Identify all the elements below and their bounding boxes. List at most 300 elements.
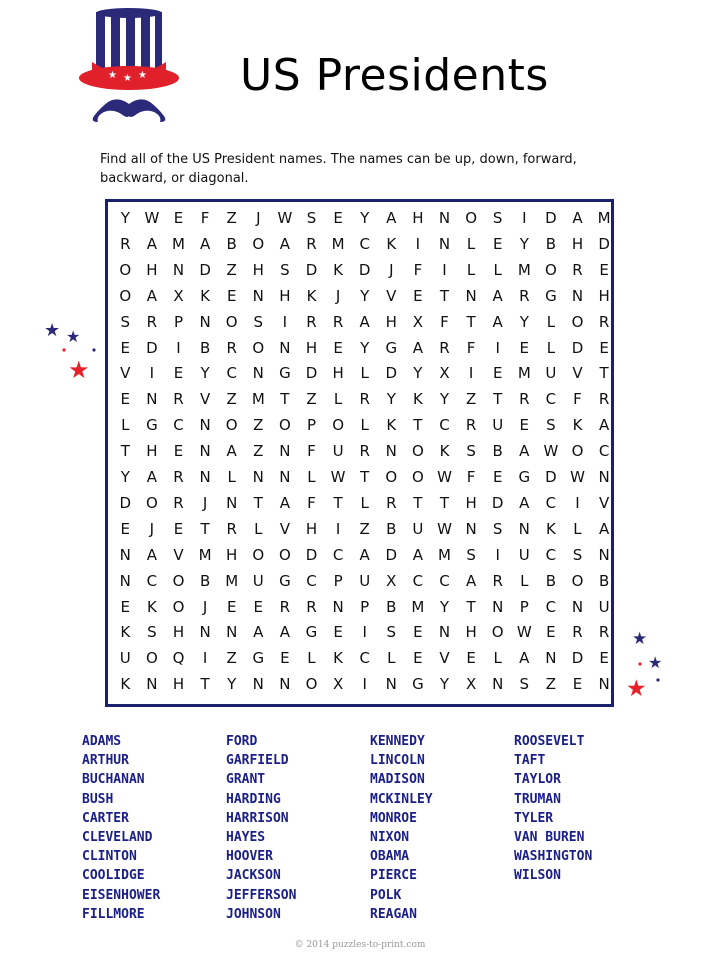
grid-letter[interactable]: F (440, 312, 449, 331)
grid-letter[interactable]: Y (519, 312, 529, 331)
grid-letter[interactable]: D (385, 364, 398, 383)
grid-letter[interactable]: E (413, 649, 423, 668)
grid-letter[interactable]: O (544, 260, 557, 279)
grid-letter[interactable]: Y (413, 364, 423, 383)
grid-letter[interactable]: B (545, 571, 557, 590)
grid-letter[interactable]: Z (545, 675, 557, 694)
grid-letter[interactable]: N (385, 442, 397, 461)
grid-letter[interactable]: B (386, 597, 397, 616)
grid-letter[interactable]: I (362, 623, 367, 642)
grid-letter[interactable]: Y (360, 338, 370, 357)
grid-letter[interactable]: E (492, 364, 503, 383)
grid-letter[interactable]: L (360, 493, 369, 512)
grid-letter[interactable]: M (172, 234, 185, 253)
grid-letter[interactable]: R (306, 312, 317, 331)
grid-letter[interactable]: X (465, 675, 477, 694)
grid-letter[interactable]: R (359, 442, 370, 461)
grid-letter[interactable]: E (333, 209, 343, 227)
grid-letter[interactable]: P (306, 416, 316, 435)
grid-letter[interactable]: H (226, 545, 238, 564)
grid-letter[interactable]: O (278, 416, 291, 435)
grid-letter[interactable]: U (518, 545, 530, 564)
grid-letter[interactable]: E (253, 597, 264, 616)
grid-letter[interactable]: N (465, 286, 477, 305)
grid-letter[interactable]: N (252, 468, 264, 486)
grid-letter[interactable]: N (252, 286, 264, 305)
grid-letter[interactable]: A (279, 493, 291, 512)
grid-letter[interactable]: S (253, 312, 264, 331)
grid-letter[interactable]: C (359, 649, 370, 668)
grid-letter[interactable]: Y (439, 390, 450, 409)
grid-letter[interactable]: G (279, 364, 291, 383)
grid-letter[interactable]: O (119, 286, 132, 305)
grid-letter[interactable]: A (598, 519, 610, 538)
grid-letter[interactable]: M (225, 571, 239, 590)
grid-letter[interactable]: I (149, 364, 155, 383)
grid-letter[interactable]: N (146, 390, 158, 409)
grid-letter[interactable]: C (598, 442, 610, 461)
grid-letter[interactable]: O (332, 416, 344, 435)
grid-letter[interactable]: N (279, 675, 291, 694)
grid-letter[interactable]: D (491, 493, 504, 512)
grid-letter[interactable]: M (198, 545, 212, 564)
grid-letter[interactable]: W (570, 468, 585, 486)
grid-letter[interactable]: P (333, 571, 343, 590)
grid-letter[interactable]: F (307, 442, 316, 461)
grid-letter[interactable]: W (437, 468, 452, 486)
grid-letter[interactable]: U (332, 442, 344, 461)
grid-letter[interactable]: C (545, 493, 557, 512)
grid-letter[interactable]: C (412, 571, 424, 590)
grid-letter[interactable]: B (199, 571, 211, 590)
grid-letter[interactable]: M (517, 364, 531, 383)
grid-letter[interactable]: D (571, 649, 584, 668)
grid-letter[interactable]: B (492, 442, 503, 461)
grid-letter[interactable]: D (199, 260, 211, 279)
grid-letter[interactable]: R (519, 390, 530, 409)
grid-letter[interactable]: H (465, 623, 477, 642)
grid-letter[interactable]: O (305, 675, 318, 694)
grid-letter[interactable]: A (492, 312, 503, 331)
grid-letter[interactable]: L (546, 312, 556, 331)
grid-letter[interactable]: F (466, 338, 476, 357)
grid-letter[interactable]: N (571, 597, 584, 616)
grid-letter[interactable]: A (598, 416, 610, 435)
grid-letter[interactable]: A (386, 209, 397, 227)
grid-letter[interactable]: W (437, 519, 452, 538)
grid-letter[interactable]: O (465, 209, 477, 227)
grid-letter[interactable]: A (253, 623, 264, 642)
grid-letter[interactable]: N (385, 675, 397, 694)
grid-letter[interactable]: W (330, 468, 346, 486)
grid-letter[interactable]: Z (359, 519, 370, 538)
grid-letter[interactable]: T (120, 442, 130, 461)
grid-letter[interactable]: E (492, 234, 503, 253)
grid-letter[interactable]: I (442, 260, 447, 279)
grid-letter[interactable]: W (277, 209, 293, 227)
grid-letter[interactable]: A (279, 234, 291, 253)
grid-letter[interactable]: A (412, 338, 424, 357)
grid-letter[interactable]: K (146, 597, 157, 616)
grid-letter[interactable]: R (598, 390, 610, 409)
grid-letter[interactable]: N (279, 468, 291, 486)
grid-letter[interactable]: B (199, 338, 211, 357)
grid-letter[interactable]: L (360, 364, 369, 383)
grid-letter[interactable]: E (173, 442, 184, 461)
grid-letter[interactable]: N (438, 209, 451, 227)
grid-letter[interactable]: D (146, 338, 158, 357)
grid-letter[interactable]: A (465, 571, 477, 590)
grid-letter[interactable]: O (119, 260, 132, 279)
grid-letter[interactable]: O (491, 623, 504, 642)
grid-letter[interactable]: L (493, 260, 502, 279)
grid-letter[interactable]: R (572, 260, 583, 279)
grid-letter[interactable]: O (571, 571, 584, 590)
grid-letter[interactable]: I (202, 649, 208, 668)
grid-letter[interactable]: B (598, 571, 610, 590)
grid-letter[interactable]: N (598, 675, 610, 694)
grid-letter[interactable]: H (385, 312, 397, 331)
grid-letter[interactable]: O (385, 468, 398, 486)
grid-letter[interactable]: X (439, 364, 450, 383)
grid-letter[interactable]: O (411, 468, 424, 486)
grid-letter[interactable]: E (173, 364, 184, 383)
grid-letter[interactable]: N (492, 597, 504, 616)
grid-letter[interactable]: E (413, 286, 423, 305)
grid-letter[interactable]: H (172, 623, 185, 642)
grid-letter[interactable]: A (519, 493, 530, 512)
grid-letter[interactable]: U (359, 571, 371, 590)
grid-letter[interactable]: R (173, 390, 184, 409)
grid-letter[interactable]: K (333, 649, 344, 668)
grid-letter[interactable]: E (173, 209, 184, 227)
grid-letter[interactable]: H (412, 209, 424, 227)
grid-letter[interactable]: F (200, 209, 210, 227)
grid-letter[interactable]: C (332, 545, 344, 564)
grid-letter[interactable]: L (546, 338, 556, 357)
grid-letter[interactable]: Y (120, 209, 130, 227)
grid-letter[interactable]: R (279, 597, 291, 616)
grid-letter[interactable]: M (517, 260, 531, 279)
grid-letter[interactable]: L (307, 468, 316, 486)
grid-letter[interactable]: J (256, 209, 261, 227)
grid-letter[interactable]: H (172, 675, 185, 694)
grid-letter[interactable]: F (307, 493, 316, 512)
grid-letter[interactable]: I (575, 493, 580, 512)
grid-letter[interactable]: P (360, 597, 370, 616)
grid-letter[interactable]: D (598, 234, 610, 253)
grid-letter[interactable]: I (282, 312, 288, 331)
grid-letter[interactable]: D (305, 364, 318, 383)
grid-letter[interactable]: S (466, 545, 476, 564)
grid-letter[interactable]: S (492, 209, 503, 227)
grid-letter[interactable]: R (173, 493, 184, 512)
grid-letter[interactable]: A (519, 442, 530, 461)
grid-letter[interactable]: D (358, 260, 371, 279)
grid-letter[interactable]: L (387, 649, 396, 668)
grid-letter[interactable]: O (225, 416, 238, 435)
grid-letter[interactable]: R (120, 234, 131, 253)
grid-letter[interactable]: T (439, 493, 450, 512)
grid-letter[interactable]: R (226, 519, 237, 538)
grid-letter[interactable]: U (412, 519, 424, 538)
grid-letter[interactable]: T (413, 416, 423, 435)
grid-letter[interactable]: J (202, 597, 208, 616)
grid-letter[interactable]: N (252, 675, 264, 694)
grid-letter[interactable]: R (332, 312, 344, 331)
grid-letter[interactable]: H (305, 519, 318, 538)
grid-letter[interactable]: K (386, 416, 397, 435)
grid-letter[interactable]: B (226, 234, 237, 253)
grid-letter[interactable]: K (439, 442, 450, 461)
grid-letter[interactable]: T (466, 597, 476, 616)
grid-letter[interactable]: N (119, 571, 131, 590)
grid-letter[interactable]: G (279, 571, 291, 590)
grid-letter[interactable]: Z (253, 416, 264, 435)
grid-letter[interactable]: J (202, 493, 208, 512)
grid-letter[interactable]: E (546, 623, 556, 642)
grid-letter[interactable]: E (120, 519, 131, 538)
grid-letter[interactable]: A (519, 649, 530, 668)
grid-letter[interactable]: N (199, 442, 211, 461)
grid-letter[interactable]: L (360, 416, 369, 435)
grid-letter[interactable]: T (466, 312, 476, 331)
grid-letter[interactable]: I (495, 338, 500, 357)
grid-letter[interactable]: M (438, 545, 451, 564)
grid-letter[interactable]: H (252, 260, 264, 279)
grid-letter[interactable]: V (439, 649, 450, 668)
grid-letter[interactable]: T (413, 493, 423, 512)
grid-letter[interactable]: S (386, 623, 397, 642)
grid-letter[interactable]: E (333, 338, 343, 357)
grid-letter[interactable]: W (144, 209, 160, 227)
grid-letter[interactable]: S (546, 416, 556, 435)
grid-letter[interactable]: H (465, 493, 477, 512)
grid-letter[interactable]: D (545, 468, 557, 486)
grid-letter[interactable]: H (571, 234, 584, 253)
grid-letter[interactable]: N (571, 286, 584, 305)
grid-letter[interactable]: K (572, 416, 583, 435)
grid-letter[interactable]: X (412, 312, 424, 331)
grid-letter[interactable]: L (493, 649, 502, 668)
grid-letter[interactable]: S (147, 623, 157, 642)
grid-letter[interactable]: Z (306, 390, 317, 409)
grid-letter[interactable]: N (518, 519, 530, 538)
grid-letter[interactable]: G (412, 675, 424, 694)
grid-letter[interactable]: L (227, 468, 236, 486)
grid-letter[interactable]: M (331, 234, 345, 253)
grid-letter[interactable]: H (598, 286, 610, 305)
grid-letter[interactable]: K (120, 675, 131, 694)
grid-letter[interactable]: E (599, 260, 609, 279)
grid-letter[interactable]: Y (439, 675, 450, 694)
grid-letter[interactable]: T (200, 519, 210, 538)
grid-letter[interactable]: A (279, 623, 291, 642)
grid-letter[interactable]: G (146, 416, 158, 435)
grid-letter[interactable]: N (146, 675, 158, 694)
grid-letter[interactable]: N (438, 623, 451, 642)
grid-letter[interactable]: C (545, 597, 557, 616)
grid-letter[interactable]: A (572, 209, 583, 227)
grid-letter[interactable]: E (120, 338, 131, 357)
grid-letter[interactable]: V (279, 519, 291, 538)
grid-letter[interactable]: O (252, 545, 265, 564)
grid-letter[interactable]: K (306, 286, 317, 305)
grid-letter[interactable]: N (226, 493, 238, 512)
grid-letter[interactable]: S (519, 675, 530, 694)
grid-letter[interactable]: S (466, 442, 476, 461)
grid-letter[interactable]: D (571, 338, 584, 357)
grid-letter[interactable]: V (120, 364, 131, 383)
grid-letter[interactable]: N (199, 468, 211, 486)
grid-letter[interactable]: A (146, 286, 158, 305)
grid-letter[interactable]: A (199, 234, 211, 253)
grid-letter[interactable]: T (200, 675, 210, 694)
grid-letter[interactable]: U (252, 571, 264, 590)
grid-letter[interactable]: N (199, 416, 211, 435)
grid-letter[interactable]: M (597, 209, 611, 227)
grid-letter[interactable]: I (495, 545, 500, 564)
grid-letter[interactable]: O (145, 493, 158, 512)
grid-letter[interactable]: A (412, 545, 424, 564)
grid-letter[interactable]: Y (439, 597, 450, 616)
grid-letter[interactable]: F (413, 260, 423, 279)
grid-letter[interactable]: R (306, 597, 317, 616)
grid-letter[interactable]: K (120, 623, 131, 642)
grid-letter[interactable]: T (599, 364, 609, 383)
grid-letter[interactable]: O (172, 571, 185, 590)
grid-letter[interactable]: X (173, 286, 184, 305)
grid-letter[interactable]: N (279, 442, 291, 461)
grid-letter[interactable]: R (359, 390, 370, 409)
grid-letter[interactable]: M (251, 390, 265, 409)
grid-letter[interactable]: A (226, 442, 237, 461)
grid-letter[interactable]: C (439, 416, 450, 435)
grid-letter[interactable]: A (492, 286, 503, 305)
grid-letter[interactable]: V (572, 364, 583, 383)
grid-letter[interactable]: E (599, 338, 609, 357)
grid-letter[interactable]: T (360, 468, 370, 486)
grid-letter[interactable]: R (598, 623, 610, 642)
grid-letter[interactable]: C (146, 571, 158, 590)
grid-letter[interactable]: D (545, 209, 557, 227)
grid-letter[interactable]: A (146, 468, 158, 486)
grid-letter[interactable]: G (385, 338, 398, 357)
grid-letter[interactable]: A (146, 545, 158, 564)
grid-letter[interactable]: E (280, 649, 290, 668)
grid-letter[interactable]: A (359, 312, 370, 331)
grid-letter[interactable]: R (572, 623, 583, 642)
grid-letter[interactable]: E (226, 286, 237, 305)
grid-letter[interactable]: N (492, 675, 504, 694)
grid-letter[interactable]: L (307, 649, 316, 668)
grid-letter[interactable]: R (598, 312, 610, 331)
grid-letter[interactable]: R (173, 468, 184, 486)
grid-letter[interactable]: U (545, 364, 557, 383)
grid-letter[interactable]: N (545, 649, 557, 668)
grid-letter[interactable]: F (573, 390, 582, 409)
grid-letter[interactable]: H (305, 338, 318, 357)
grid-letter[interactable]: E (413, 623, 423, 642)
grid-letter[interactable]: R (386, 493, 397, 512)
grid-letter[interactable]: O (252, 338, 265, 357)
grid-letter[interactable]: C (545, 545, 557, 564)
grid-letter[interactable]: M (411, 597, 425, 616)
grid-letter[interactable]: C (306, 571, 317, 590)
grid-letter[interactable]: I (362, 675, 367, 694)
grid-letter[interactable]: J (335, 286, 341, 305)
grid-letter[interactable]: D (385, 545, 398, 564)
grid-letter[interactable]: I (335, 519, 341, 538)
grid-letter[interactable]: Y (120, 468, 130, 486)
grid-letter[interactable]: N (438, 234, 451, 253)
grid-letter[interactable]: L (520, 571, 529, 590)
grid-letter[interactable]: D (305, 260, 318, 279)
grid-letter[interactable]: V (386, 286, 397, 305)
grid-letter[interactable]: T (253, 493, 263, 512)
grid-letter[interactable]: S (280, 260, 290, 279)
grid-letter[interactable]: X (332, 675, 344, 694)
grid-letter[interactable]: S (120, 312, 131, 331)
grid-letter[interactable]: G (305, 623, 318, 642)
grid-letter[interactable]: L (121, 416, 130, 435)
grid-letter[interactable]: C (545, 390, 557, 409)
grid-letter[interactable]: U (119, 649, 131, 668)
grid-letter[interactable]: S (492, 519, 503, 538)
grid-letter[interactable]: S (306, 209, 317, 227)
grid-letter[interactable]: V (199, 390, 211, 409)
grid-letter[interactable]: N (172, 260, 185, 279)
grid-letter[interactable]: V (598, 493, 610, 512)
grid-letter[interactable]: J (389, 260, 394, 279)
grid-letter[interactable]: G (545, 286, 557, 305)
grid-letter[interactable]: T (439, 286, 450, 305)
grid-letter[interactable]: X (386, 571, 397, 590)
grid-letter[interactable]: L (466, 260, 476, 279)
grid-letter[interactable]: Q (172, 649, 185, 668)
grid-letter[interactable]: R (492, 571, 503, 590)
grid-letter[interactable]: E (333, 623, 343, 642)
grid-letter[interactable]: K (333, 260, 344, 279)
grid-letter[interactable]: D (119, 493, 132, 512)
grid-letter[interactable]: R (146, 312, 158, 331)
grid-letter[interactable]: N (598, 468, 610, 486)
grid-letter[interactable]: G (518, 468, 531, 486)
grid-letter[interactable]: O (252, 234, 265, 253)
grid-letter[interactable]: C (173, 416, 184, 435)
grid-letter[interactable]: O (225, 312, 238, 331)
grid-letter[interactable]: O (145, 649, 158, 668)
grid-letter[interactable]: G (252, 649, 265, 668)
grid-letter[interactable]: Y (360, 209, 370, 227)
grid-letter[interactable]: K (545, 519, 556, 538)
grid-letter[interactable]: J (149, 519, 155, 538)
grid-letter[interactable]: O (172, 597, 185, 616)
grid-letter[interactable]: H (146, 442, 158, 461)
grid-letter[interactable]: E (120, 597, 131, 616)
grid-letter[interactable]: L (573, 519, 582, 538)
grid-letter[interactable]: E (120, 390, 131, 409)
grid-letter[interactable]: C (226, 364, 237, 383)
grid-letter[interactable]: B (545, 234, 557, 253)
grid-letter[interactable]: I (176, 338, 181, 357)
grid-letter[interactable]: N (119, 545, 131, 564)
grid-letter[interactable]: Y (360, 286, 370, 305)
grid-letter[interactable]: L (333, 390, 343, 409)
grid-letter[interactable]: Z (226, 209, 237, 227)
grid-letter[interactable]: U (492, 416, 504, 435)
grid-letter[interactable]: W (516, 623, 532, 642)
